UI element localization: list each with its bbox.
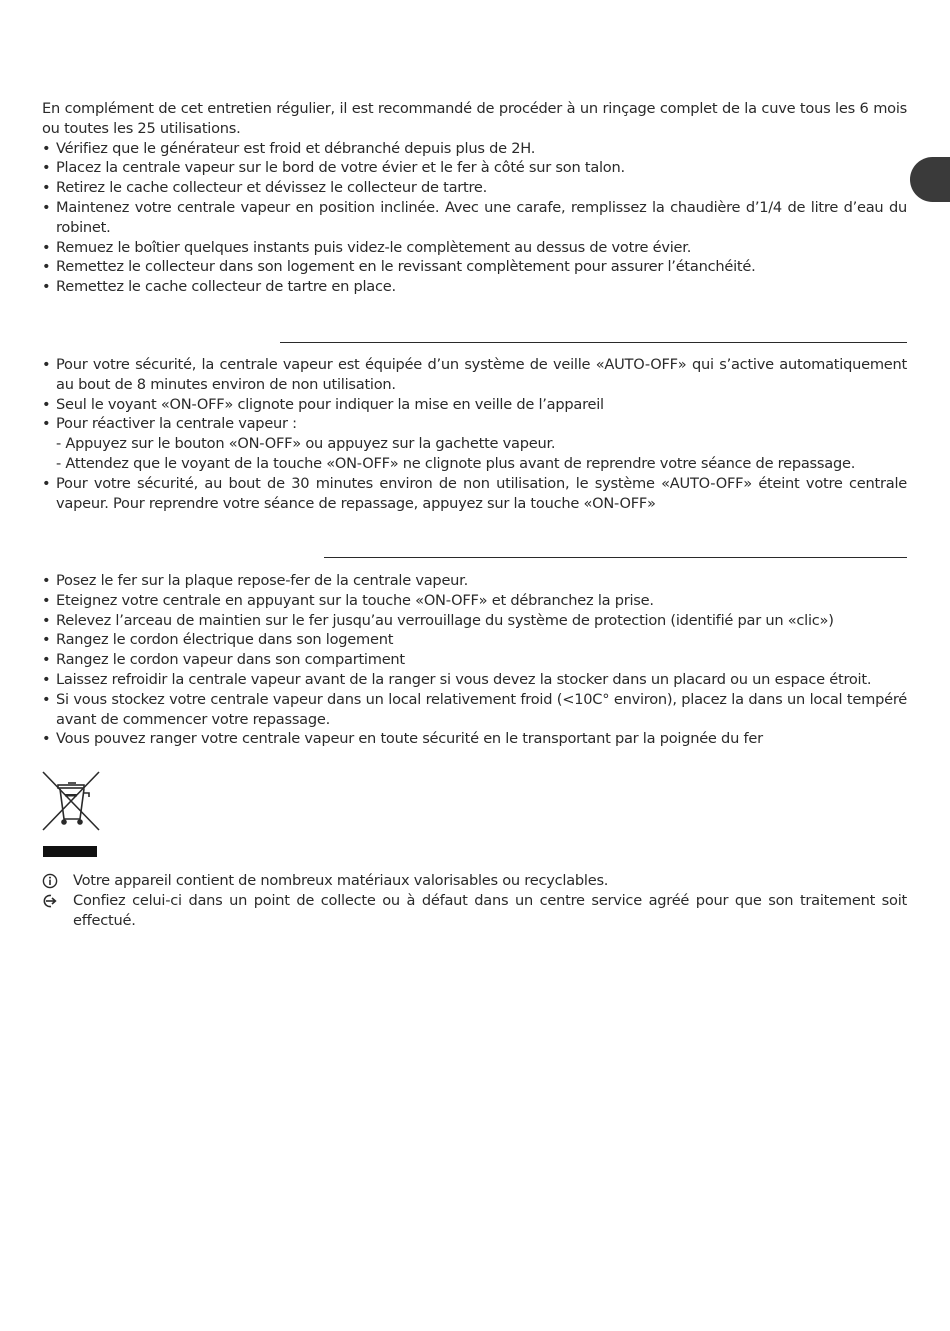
sub-step: - Attendez que le voyant de la touche «ON-OFF» ne clignote plus avant de reprendre votre séance de repassage.	[56, 454, 856, 472]
list-item	[42, 414, 907, 434]
reactivate-steps	[42, 434, 907, 474]
rinse-list	[42, 139, 907, 297]
crossed-out-wheelie-bin-icon	[42, 771, 100, 831]
list-item: • Placez la centrale vapeur sur le bord de votre évier et le fer à côté sur son talon.	[42, 158, 907, 178]
info-circle-icon	[42, 873, 58, 889]
autooff-list	[42, 355, 907, 434]
list-item: • Pour votre sécurité, la centrale vapeur est équipée d’un système de veille «AUTO-OFF» qui s’active automatiquement au bout de 8 minutes environ de non utilisation.	[42, 355, 907, 395]
info-row	[42, 871, 907, 891]
list-item: • Maintenez votre centrale vapeur en position inclinée. Avec une carafe, remplissez la chaudière d’1/4 de litre d’eau du robinet.	[42, 198, 907, 238]
list-item: • Posez le fer sur la plaque repose-fer de la centrale vapeur.	[42, 571, 907, 591]
list-item: • Eteignez votre centrale en appuyant sur la touche «ON-OFF» et débranchez la prise.	[42, 591, 907, 611]
info-text: Votre appareil contient de nombreux matériaux valorisables ou recyclables.	[73, 872, 609, 889]
autooff-list-cont	[42, 474, 907, 514]
action-text: Confiez celui-ci dans un point de collecte ou à défaut dans un centre service agréé pour que son traitement soit effectué.	[73, 891, 907, 929]
list-item: • Remuez le boîtier quelques instants puis videz-le complètement au dessus de votre évier.	[42, 238, 907, 258]
list-item: • Pour votre sécurité, au bout de 30 minutes environ de non utilisation, le système «AUTO-OFF» éteint votre centrale vapeur. Pour reprendre votre séance de repassage, appuyez sur la touche «ON-OFF»	[42, 474, 907, 514]
list-item-text: Pour réactiver la centrale vapeur :	[56, 415, 297, 433]
list-item: • Seul le voyant «ON-OFF» clignote pour indiquer la mise en veille de l’appareil	[42, 395, 907, 415]
rinse-intro: En complément de cet entretien régulier, il est recommandé de procéder à un rinçage complet de la cuve tous les 6 mois ou toutes les 25 utilisations.	[42, 100, 907, 137]
list-item: • Retirez le cache collecteur et dévissez le collecteur de tartre.	[42, 178, 907, 198]
list-item: • Remettez le cache collecteur de tartre en place.	[42, 277, 907, 297]
list-item: • Rangez le cordon électrique dans son logement	[42, 630, 907, 650]
list-item: • Remettez le collecteur dans son logement en le revissant complètement pour assurer l’étanchéité.	[42, 257, 907, 277]
section-rule-autooff	[280, 342, 907, 343]
storage-list	[42, 571, 907, 749]
rinse-section	[42, 99, 907, 297]
section-rule-storage	[324, 557, 907, 558]
list-item: • Laissez refroidir la centrale vapeur avant de la ranger si vous devez la stocker dans un placard ou un espace étroit.	[42, 670, 907, 690]
storage-section	[42, 571, 907, 749]
list-item: • Si vous stockez votre centrale vapeur dans un local relativement froid (<10C° environ), placez la dans un local tempéré avant de commencer votre repassage.	[42, 690, 907, 730]
weee-bar	[43, 846, 97, 857]
list-item: • Relevez l’arceau de maintien sur le fer jusqu’au verrouillage du système de protection (identifié par un «clic»)	[42, 611, 907, 631]
list-item: • Vérifiez que le générateur est froid et débranché depuis plus de 2H.	[42, 139, 907, 159]
list-item: • Rangez le cordon vapeur dans son compartiment	[42, 650, 907, 670]
environment-notes	[42, 871, 907, 930]
list-item: • Vous pouvez ranger votre centrale vapeur en toute sécurité en le transportant par la poignée du fer	[42, 729, 907, 749]
autooff-section	[42, 355, 907, 513]
page-section-tab	[910, 157, 950, 202]
circled-arrow-right-icon	[42, 893, 58, 909]
action-row	[42, 891, 907, 931]
sub-step: - Appuyez sur le bouton «ON-OFF» ou appuyez sur la gachette vapeur.	[56, 435, 556, 453]
